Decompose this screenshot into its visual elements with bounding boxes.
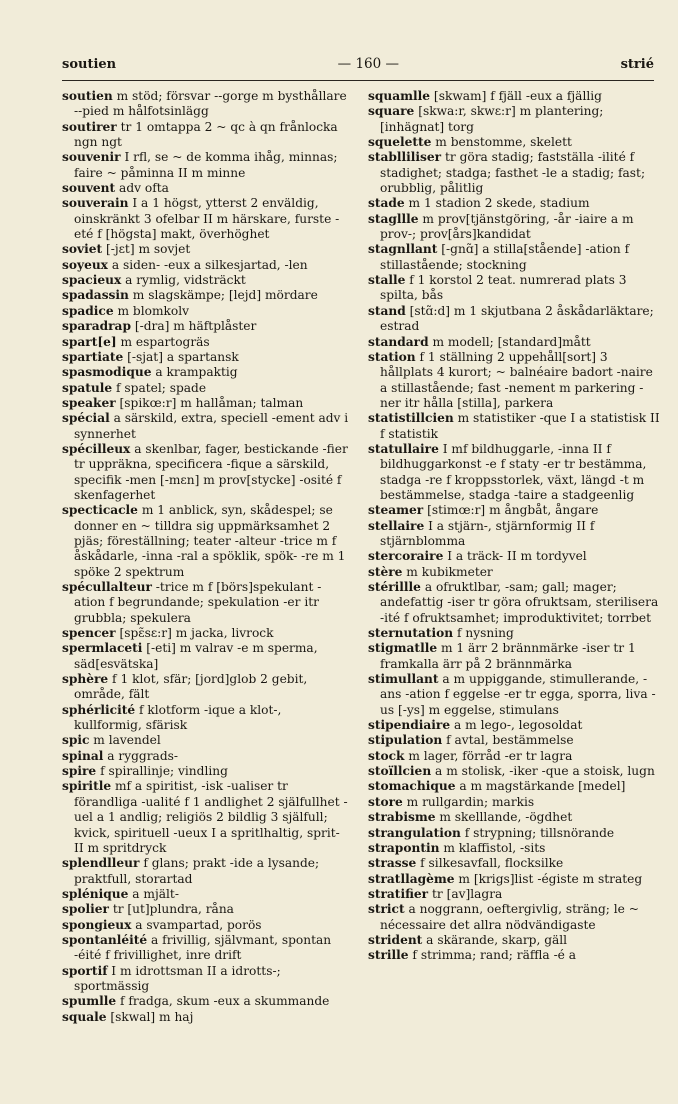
entry-headword: spadassin: [62, 288, 129, 303]
entry-headword: sportif: [62, 963, 108, 978]
dictionary-entry: [62, 396, 352, 411]
entry-headword: squelette: [368, 135, 432, 150]
dictionary-entry: [62, 902, 352, 917]
entry-definition: f glans; prakt -ide a lysande; praktfull, storartad: [74, 856, 320, 886]
dictionary-entry: [368, 242, 662, 273]
entry-definition: [-jɛt] m sovjet: [102, 242, 191, 257]
dictionary-entry: [62, 89, 352, 120]
entry-headword: spolier: [62, 902, 109, 917]
entry-headword: spart[e]: [62, 334, 117, 349]
entry-headword: statistillcien: [368, 411, 454, 426]
entry-definition: adv ofta: [115, 181, 169, 196]
entry-definition: [spɛ̃sɛ:r] m jacka, livrock: [115, 626, 274, 641]
entry-headword: spécullalteur: [62, 580, 152, 594]
dictionary-entry: [368, 718, 662, 733]
dictionary-entry: [368, 933, 662, 948]
left-column: [62, 89, 352, 1025]
entry-definition: m 1 anblick, syn, skådespel; se donner en ~ tilldra sig uppmärksamhet 2 pjäs; föreställning; teater -alteur -trice m f åskådarle, -inna -ral a spöklik, spök- -re m 1 spöke 2 spektrum: [74, 503, 346, 579]
dictionary-entry: [62, 335, 352, 350]
dictionary-entry: [368, 626, 662, 641]
entry-definition: I rfl, se ~ de komma ihåg, minnas; faire ~ påminna II m minne: [74, 150, 338, 180]
entry-headword: square: [368, 104, 415, 119]
entry-headword: spacieux: [62, 273, 122, 288]
dictionary-entry: [62, 749, 352, 764]
entry-headword: strille: [368, 948, 409, 963]
entry-definition: f spirallinje; vindling: [96, 764, 228, 779]
entry-definition: [-eti] m valrav -e m sperma, säd[esvätska]: [74, 641, 318, 671]
entry-headword: spongieux: [62, 917, 132, 932]
entry-definition: a krampaktig: [151, 365, 238, 380]
entry-headword: standard: [368, 334, 429, 349]
dictionary-entry: [62, 764, 352, 779]
entry-headword: sphère: [62, 672, 109, 687]
dictionary-entry: [62, 381, 352, 396]
entry-definition: I mf bildhuggarle, -inna II f bildhuggarkonst -e f staty -er tr bestämma, stadga -re f kroppsstorlek, växt, längd -t m bestämmelse, stadga -taire a stadgeenlig: [380, 441, 647, 502]
entry-headword: spinal: [62, 748, 104, 763]
entry-headword: sphérlicité: [62, 702, 136, 717]
entry-headword: splénique: [62, 886, 129, 901]
dictionary-entry: [368, 212, 662, 243]
entry-definition: [skwa:r, skwɛ:r] m plantering; [inhägnat] torg: [380, 104, 604, 134]
entry-definition: m statistiker -que I a statistisk II f statistik: [380, 411, 660, 441]
dictionary-entry: [368, 442, 662, 503]
entry-headword: soutirer: [62, 119, 117, 134]
entry-definition: m [krigs]list -égiste m strateg: [454, 871, 643, 886]
entry-definition: I a träck- II m tordyvel: [443, 549, 587, 564]
entry-definition: a svampartad, porös: [131, 917, 262, 932]
dictionary-entry: [62, 273, 352, 288]
entry-headword: stigmatlle: [368, 641, 438, 656]
dictionary-entry: [62, 442, 352, 503]
entry-headword: stagnllant: [368, 242, 438, 257]
dictionary-entry: [368, 565, 662, 580]
entry-definition: f strimma; rand; räffla -é a: [408, 948, 577, 963]
dictionary-entry: [62, 319, 352, 334]
entry-definition: a m magstärkande [medel]: [455, 779, 626, 794]
dictionary-entry: [62, 994, 352, 1009]
entry-definition: a m stolisk, -iker -que a stoisk, lugn: [431, 764, 655, 779]
entry-headword: station: [368, 349, 416, 364]
entry-definition: m stöd; försvar --gorge m bysthållare --pied m hålfotsinlägg: [74, 89, 347, 119]
dictionary-entry: [368, 304, 662, 335]
entry-definition: [skwam] f fjäll -eux a fjällig: [430, 89, 602, 103]
dictionary-entry: [62, 365, 352, 380]
entry-headword: stercoraire: [368, 549, 444, 564]
entry-definition: mf a spiritist, -isk -ualiser tr förandliga -ualité f 1 andlighet 2 själfullhet -uel a 1 andlig; religiös 2 bildlig 3 själfull; kvick, spirituell -ueux I a spritlhaltig, sprit- II m spritdryck: [74, 779, 348, 855]
entry-headword: soyeux: [62, 257, 108, 272]
entry-definition: m espartogräs: [116, 334, 210, 349]
entry-headword: spécilleux: [62, 441, 131, 456]
dictionary-entry: [368, 887, 662, 902]
dictionary-entry: [62, 703, 352, 734]
entry-definition: m 1 ärr 2 brännmärke -iser tr 1 framkalla ärr på 2 brännmärka: [380, 641, 636, 671]
entry-headword: squale: [62, 1009, 107, 1024]
entry-definition: f 1 ställning 2 uppehåll[sort] 3 hållplats 4 kurort; ~ balnéaire badort -naire a stillastående; fast -nement m parkering -ner itr hålla [stilla], parkera: [380, 349, 653, 410]
dictionary-entry: [62, 918, 352, 933]
entry-definition: f strypning; tillsnörande: [460, 825, 615, 840]
dictionary-entry: [368, 89, 662, 104]
entry-headword: stellaire: [368, 518, 425, 533]
dictionary-entry: [368, 764, 662, 779]
entry-definition: f fradga, skum -eux a skummande: [116, 994, 330, 1009]
entry-definition: [-sjat] a spartansk: [123, 349, 239, 364]
entry-definition: m rullgardin; markis: [402, 794, 535, 809]
dictionary-entry: [368, 519, 662, 550]
dictionary-entry: [368, 135, 662, 150]
entry-definition: tr 1 omtappa 2 ~ qc à qn frånlocka ngn ngt: [74, 119, 338, 150]
header-rule: [62, 80, 654, 81]
entry-headword: spontanléité: [62, 932, 148, 947]
dictionary-entry: [62, 242, 352, 257]
entry-definition: a ofruktlbar, -sam; gall; mager; andefattig -iser tr göra ofruktsam, sterilisera -ité f ofruktsamhet; improduktivitet; torrbet: [380, 580, 659, 625]
dictionary-entry: [368, 826, 662, 841]
entry-definition: I m idrottsman II a idrotts-; sportmässig: [74, 963, 281, 993]
entry-definition: [spikœ:r] m hallåman; talman: [115, 395, 304, 410]
entry-definition: a särskild, extra, speciell -ement adv i synnerhet: [74, 411, 349, 441]
dictionary-entry: [62, 120, 352, 151]
entry-headword: stratifier: [368, 886, 429, 901]
entry-definition: [-dra] m häftplåster: [130, 319, 257, 334]
entry-definition: f 1 korstol 2 teat. numrerad plats 3 spilta, bås: [380, 273, 627, 303]
entry-headword: spic: [62, 733, 90, 748]
entry-definition: [-gnɑ̃] a stilla[stående] -ation f stillastående; stockning: [380, 242, 630, 272]
dictionary-entry: [62, 288, 352, 303]
right-column: [368, 89, 662, 964]
entry-definition: a skärande, skarp, gäll: [422, 932, 568, 947]
entry-definition: m skelllande, -ögdhet: [435, 810, 573, 825]
dictionary-entry: [62, 1010, 352, 1025]
entry-definition: tr [av]lagra: [428, 886, 503, 901]
dictionary-entry: [368, 810, 662, 825]
dictionary-entry: [62, 196, 352, 242]
dictionary-entry: [368, 350, 662, 411]
entry-headword: spadice: [62, 303, 114, 318]
entry-definition: a noggrann, oeftergivlig, sträng; le ~ nécessaire det allra nödvändigaste: [380, 902, 639, 932]
entry-headword: stère: [368, 564, 403, 579]
entry-definition: m 1 stadion 2 skede, stadium: [404, 196, 590, 211]
entry-headword: spécial: [62, 411, 110, 426]
dictionary-entry: [368, 335, 662, 350]
entry-definition: a frivillig, självmant, spontan -éité f frivillighet, inre drift: [74, 932, 332, 963]
dictionary-entry: [62, 580, 352, 626]
entry-headword: spencer: [62, 626, 116, 641]
dictionary-entry: [368, 902, 662, 933]
entry-headword: strasse: [368, 856, 417, 871]
entry-headword: specticacle: [62, 503, 138, 518]
entry-headword: stratllagème: [368, 871, 455, 886]
entry-headword: stand: [368, 303, 406, 318]
entry-headword: spermlaceti: [62, 641, 143, 656]
entry-headword: strangulation: [368, 825, 461, 840]
entry-headword: store: [368, 794, 403, 809]
entry-headword: sternutation: [368, 626, 454, 641]
dictionary-entry: [62, 672, 352, 703]
dictionary-entry: [62, 150, 352, 181]
entry-definition: a rymlig, vidsträckt: [121, 273, 246, 288]
entry-definition: m kubikmeter: [402, 564, 493, 579]
dictionary-entry: [368, 104, 662, 135]
dictionary-entry: [368, 503, 662, 518]
entry-definition: f avtal, bestämmelse: [442, 733, 574, 748]
entry-definition: f 1 klot, sfär; [jord]glob 2 gebit, område, fält: [74, 672, 308, 702]
entry-headword: stablliliser: [368, 150, 442, 165]
entry-definition: f spatel; spade: [112, 380, 207, 395]
entry-headword: stade: [368, 196, 405, 211]
dictionary-entry: [62, 779, 352, 856]
entry-definition: I a stjärn-, stjärnformig II f stjärnblomma: [380, 518, 595, 548]
entry-headword: squamlle: [368, 89, 431, 103]
entry-definition: m prov[tjänstgöring, -år -iaire a m prov-; prov[års]kandidat: [380, 211, 634, 242]
dictionary-entry: [368, 856, 662, 871]
dictionary-entry: [368, 795, 662, 810]
dictionary-entry: [62, 350, 352, 365]
dictionary-entry: [62, 964, 352, 995]
dictionary-entry: [62, 733, 352, 748]
entry-headword: strident: [368, 932, 423, 947]
entry-definition: a m uppiggande, stimullerande, -ans -ation f eggelse -er tr egga, sporra, liva -us [-ys] m eggelse, stimulans: [380, 672, 656, 717]
entry-definition: m lager, förråd -er tr lagra: [404, 748, 573, 763]
dictionary-entry: [368, 672, 662, 718]
dictionary-entry: [62, 181, 352, 196]
entry-headword: stimullant: [368, 672, 439, 687]
entry-headword: souvenir: [62, 150, 121, 165]
dictionary-entry: [368, 948, 662, 963]
dictionary-entry: [368, 749, 662, 764]
dictionary-entry: [368, 580, 662, 626]
entry-headword: spiritle: [62, 779, 112, 794]
entry-headword: stagllle: [368, 211, 419, 226]
dictionary-entry: [62, 304, 352, 319]
entry-definition: a ryggrads-: [103, 748, 179, 763]
entry-definition: m slagskämpe; [lejd] mördare: [128, 288, 318, 303]
entry-definition: a mjält-: [128, 886, 179, 901]
dictionary-entry: [62, 887, 352, 902]
dictionary-entry: [62, 933, 352, 964]
right-guide-word: strié: [620, 56, 654, 72]
entry-headword: spire: [62, 764, 97, 779]
entry-definition: f klotform -ique a klot-, kullformig, sfärisk: [74, 702, 282, 733]
entry-headword: souvent: [62, 181, 116, 196]
dictionary-entry: [368, 872, 662, 887]
dictionary-entry: [62, 641, 352, 672]
entry-headword: stomachique: [368, 779, 456, 794]
entry-definition: I a 1 högst, ytterst 2 enväldig, oinskränkt 3 ofelbar II m härskare, furste -eté f [högsta] makt, överhöghet: [74, 196, 340, 242]
entry-headword: spumlle: [62, 994, 117, 1009]
entry-headword: stalle: [368, 273, 406, 288]
entry-headword: strabisme: [368, 810, 436, 825]
dictionary-entry: [368, 549, 662, 564]
entry-definition: m lavendel: [89, 733, 161, 748]
entry-definition: m benstomme, skelett: [431, 135, 572, 150]
entry-definition: [stɑ̃:d] m 1 skjutbana 2 åskådarläktare; estrad: [380, 303, 654, 334]
entry-headword: strict: [368, 902, 405, 917]
entry-headword: soviet: [62, 242, 103, 257]
entry-definition: a skenlbar, fager, bestickande -fier tr uppräkna, specificera -fique a särskild, specifik -men [-mɛn] m prov[stycke] -osité f skenfagerhet: [74, 441, 348, 502]
entry-headword: speaker: [62, 395, 116, 410]
dictionary-entry: [62, 411, 352, 442]
entry-headword: souverain: [62, 196, 129, 211]
left-guide-word: soutien: [62, 56, 117, 72]
dictionary-entry: [368, 841, 662, 856]
entry-definition: a siden- -eux a silkesjartad, -len: [107, 257, 308, 272]
entry-headword: stock: [368, 748, 405, 763]
entry-definition: m klaffistol, -sits: [439, 840, 546, 855]
dictionary-entry: [62, 503, 352, 580]
page-number: — 160 —: [337, 56, 400, 72]
entry-headword: stérillle: [368, 580, 421, 594]
entry-headword: stipendiaire: [368, 718, 451, 733]
entry-definition: m blomkolv: [113, 303, 190, 318]
entry-headword: sparadrap: [62, 319, 131, 334]
entry-headword: strapontin: [368, 840, 440, 855]
entry-definition: f nysning: [453, 626, 514, 641]
dictionary-entry: [62, 856, 352, 887]
entry-definition: -trice m f [börs]spekulant -ation f begrundande; spekulation -er itr grubbla; spekulera: [74, 580, 322, 625]
entry-headword: steamer: [368, 503, 424, 518]
entry-headword: statullaire: [368, 441, 439, 456]
entry-headword: stipulation: [368, 733, 443, 748]
page-header: [62, 54, 654, 74]
entry-definition: a m lego-, legosoldat: [450, 718, 583, 733]
entry-definition: m modell; [standard]mått: [428, 334, 591, 349]
dictionary-entry: [368, 273, 662, 304]
dictionary-entry: [368, 150, 662, 196]
entry-definition: tr [ut]plundra, råna: [108, 902, 234, 917]
dictionary-entry: [368, 733, 662, 748]
entry-headword: spartiate: [62, 349, 124, 364]
dictionary-entry: [368, 779, 662, 794]
dictionary-entry: [62, 626, 352, 641]
dictionary-entry: [368, 196, 662, 211]
entry-headword: spasmodique: [62, 365, 152, 380]
dictionary-entry: [368, 411, 662, 442]
dictionary-entry: [62, 258, 352, 273]
entry-headword: splendlleur: [62, 856, 140, 871]
entry-definition: [stimœ:r] m ångbåt, ångare: [423, 503, 599, 518]
entry-headword: soutien: [62, 89, 113, 103]
entry-headword: spatule: [62, 380, 113, 395]
entry-headword: stoïllcien: [368, 764, 432, 779]
entry-definition: tr göra stadig; fastställa -ilité f stadighet; stadga; fasthet -le a stadig; fast; orubblig, pålitlig: [380, 150, 646, 196]
entry-definition: f silkesavfall, flocksilke: [416, 856, 564, 871]
dictionary-entry: [368, 641, 662, 672]
entry-definition: [skwal] m haj: [106, 1009, 194, 1024]
